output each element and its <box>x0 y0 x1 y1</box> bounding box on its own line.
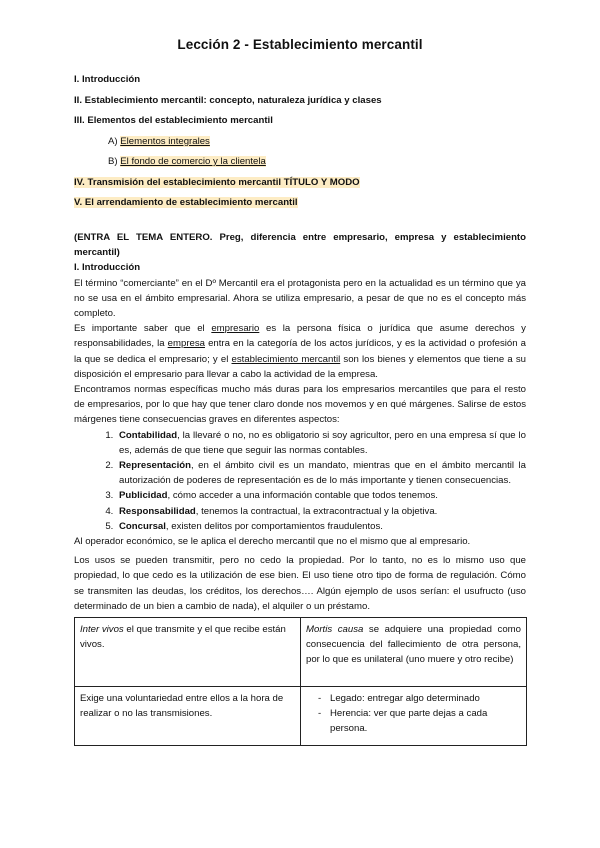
term-empresa: empresa <box>167 338 205 350</box>
page-title: Lección 2 - Establecimiento mercantil <box>177 37 423 52</box>
toc-item-2: II. Establecimiento mercantil: concepto, naturaleza jurídica y clases <box>74 94 382 106</box>
table-of-contents <box>74 72 534 216</box>
list-item <box>116 428 526 458</box>
p2-text-e: entra en la categoría de los actos jurídicos, y es la actividad o profesión a la que se dedica el empresario; y el <box>74 338 526 365</box>
paragraph-definiciones <box>74 321 526 382</box>
list-item-term: Representación <box>119 460 191 472</box>
toc-subitem-a-prefix: A) <box>108 135 121 147</box>
list-item-text: , en el ámbito civil es un mandato, mientras que en el ámbito mercantil la autorización de poderes de representación es de lo más importante y tienen consecuencias. <box>119 460 526 487</box>
list-item-text: , cómo acceder a una información contable que todos tenemos. <box>167 490 438 502</box>
table-row <box>75 687 527 746</box>
list-item <box>116 458 526 488</box>
tipos-list <box>306 691 521 736</box>
toc-subitem-a-link[interactable]: Elementos integrales <box>120 135 210 147</box>
list-item-text: , la llevaré o no, no es obligatorio si soy agricultor, pero en una empresa sí que lo es, además de que tiene que seguir las normas contables. <box>119 429 526 456</box>
p2-text-c: es la persona física o jurídica que asume derechos y responsabilidades, la <box>74 323 526 350</box>
list-item-term: Responsabilidad <box>119 505 196 517</box>
p2-text-a: Es importante saber que el <box>74 323 212 335</box>
toc-item-3: III. Elementos del establecimiento mercantil <box>74 115 273 126</box>
table-cell-tipos <box>301 687 527 746</box>
inter-vivos-text: el que transmite y el que recibe están vivos. <box>80 624 286 650</box>
list-item <box>116 504 526 519</box>
table-cell-inter-vivos <box>75 618 301 687</box>
toc-subitem-b-prefix: B) <box>108 156 121 167</box>
table-cell-voluntariedad: Exige una voluntariedad entre ellos a la hora de realizar o no las transmisiones. <box>75 687 301 746</box>
list-item-text: , existen delitos por comportamientos fraudulentos. <box>165 520 383 532</box>
term-establecimiento: establecimiento mercantil <box>231 353 341 365</box>
toc-subitem-b-link[interactable]: El fondo de comercio y la clientela <box>120 156 266 167</box>
mortis-causa-text: se adquiere una propiedad como consecuencia del fallecimiento de otra persona, por lo que es unilateral (uno muere y otro recibe) <box>306 624 521 665</box>
paragraph-operador: Al operador económico, se le aplica el derecho mercantil que no el mismo que al empresario. <box>74 536 471 548</box>
aspects-list <box>74 428 526 534</box>
list-item-term: Concursal <box>119 520 166 532</box>
exam-note-heading: (ENTRA EL TEMA ENTERO. Preg, diferencia entre empresario, empresa y establecimiento mercantil) <box>74 232 526 259</box>
list-item <box>116 519 526 534</box>
list-item: - Herencia: ver que parte dejas a cada persona. <box>322 706 521 736</box>
toc-subitem-a <box>74 134 534 155</box>
list-item: - Legado: entregar algo determinado <box>322 691 521 706</box>
list-item-term: Publicidad <box>119 490 168 502</box>
transmission-table <box>74 617 527 746</box>
section-heading-introduccion: I. Introducción <box>74 262 141 274</box>
list-item-text: , tenemos la contractual, la extracontractual y la objetiva. <box>195 505 438 517</box>
mortis-causa-term: Mortis causa <box>306 624 364 635</box>
toc-item-5 <box>74 195 534 216</box>
toc-item-4 <box>74 175 534 196</box>
paragraph-comerciante: El término “comerciante” en el Dº Mercantil era el protagonista pero en la actualidad es un término que ya no se usa en el ámbito empresarial. Ahora se utiliza empresario, a pesar de que no es el concepto más completo. <box>74 277 526 320</box>
list-item <box>116 488 526 503</box>
paragraph-normas: Encontramos normas específicas mucho más duras para los empresarios mercantiles que para el resto de empresarios, por lo que hay que tener claro donde nos movemos y en qué márgenes. Salirse de estos márgenes tiene consecuencias graves en diferentes aspectos: <box>74 384 526 426</box>
list-item-term: Contabilidad <box>119 429 178 441</box>
toc-item-4-text: IV. Transmisión del establecimiento mercantil TÍTULO Y MODO <box>74 176 360 188</box>
toc-item-5-text: V. El arrendamiento de establecimiento mercantil <box>74 197 298 208</box>
inter-vivos-term: Inter vivos <box>80 624 124 635</box>
table-row <box>75 618 527 687</box>
toc-item-1: I. Introducción <box>74 74 141 85</box>
table-cell-mortis-causa <box>301 618 527 687</box>
term-empresario: empresario <box>211 323 260 335</box>
p2-text-g: son los bienes y elementos que tiene a su disposición el empresario para llevar a cabo la actividad de la empresa. <box>74 353 526 380</box>
document-body <box>74 230 526 614</box>
toc-subitem-b <box>74 154 534 175</box>
paragraph-usos: Los usos se pueden transmitir, pero no cedo la propiedad. Por lo tanto, no es lo mismo uso que propiedad, lo que cedo es la utilización de ese bien. El uso tiene otro tipo de forma de regulación. Cómo se transmiten las deudas, los créditos, los derechos…. Algún ejemplo de usos serían: el usufructo (uso determinado de un bien a cambio de nada), el alquiler o un préstamo. <box>74 555 526 612</box>
